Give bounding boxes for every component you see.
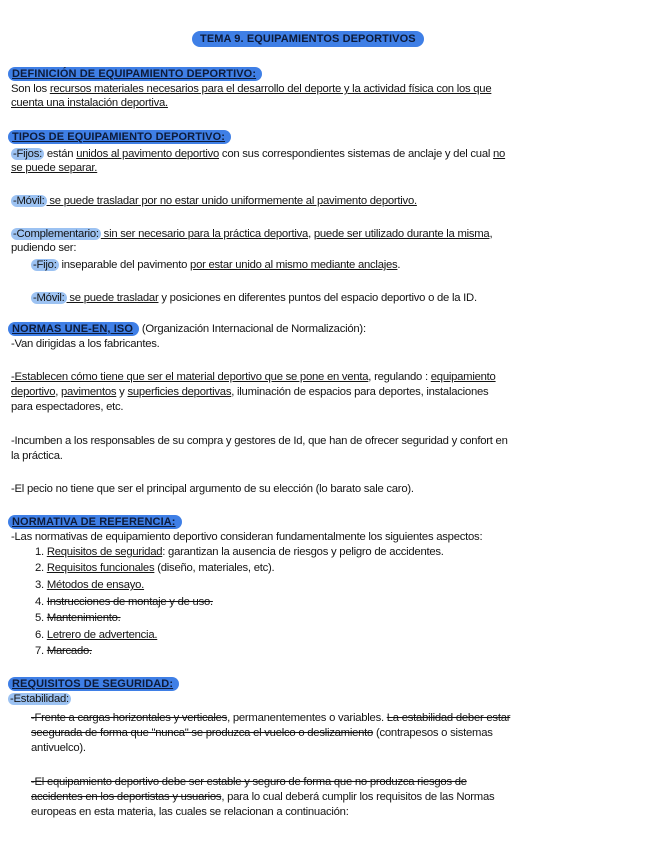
heading-normas: NORMAS UNE-EN, ISO	[8, 322, 139, 336]
list-item: 5. Mantenimiento.	[35, 612, 121, 624]
tipos-complementario-line-1: -Complementario: sin ser necesario para la práctica deportiva, puede ser utilizado durante la misma,	[13, 228, 493, 240]
tipos-sub-fijo-line: -Fijo: inseparable del pavimento por estar unido al mismo mediante anclajes.	[33, 259, 401, 271]
estabilidad-label: -Estabilidad:	[10, 693, 69, 705]
highlight-complementario: -Complementario:	[13, 228, 99, 240]
requisitos-p2-line-3: europeas en esta materia, las cuales se relacionan a continuación:	[31, 806, 349, 818]
definicion-line-1: Son los recursos materiales necesarios para el desarrollo del deporte y la actividad física con los que	[11, 83, 492, 95]
heading-normativa: NORMATIVA DE REFERENCIA:	[8, 515, 182, 529]
requisitos-p2-line-1: -El equipamiento deportivo debe ser estable y seguro de forma que no produzca riesgos de	[31, 776, 467, 788]
normas-line-3: deportivo, pavimentos y superficies deportivas, iluminación de espacios para deportes, instalaciones	[11, 386, 489, 398]
normativa-intro: -Las normativas de equipamiento deportivo consideran fundamentalmente los siguientes aspectos:	[11, 531, 483, 543]
list-item: 3. Métodos de ensayo.	[35, 579, 145, 591]
normas-line-1: -Van dirigidas a los fabricantes.	[11, 338, 160, 350]
heading-definicion: DEFINICIÓN DE EQUIPAMIENTO DEPORTIVO:	[8, 67, 262, 81]
heading-requisitos: REQUISITOS DE SEGURIDAD:	[8, 677, 179, 691]
list-item: 1. Requisitos de seguridad: garantizan la ausencia de riesgos y peligro de accidentes.	[35, 546, 444, 558]
heading-tipos: TIPOS DE EQUIPAMIENTO DEPORTIVO:	[8, 130, 231, 144]
requisitos-p1-line-2: seegurada de forma que "nunca" se produzca el vuelco o deslizamiento (contrapesos o sistemas	[31, 727, 493, 739]
normas-line-6: la práctica.	[11, 450, 63, 462]
normas-line-7: -El pecio no tiene que ser el principal argumento de su elección (lo barato sale caro).	[11, 483, 414, 495]
highlight-movil: -Móvil:	[13, 195, 45, 207]
requisitos-p2-line-2: accidentes en los deportistas y usuarios, para lo cual deberá cumplir los requisitos de las Normas	[31, 791, 495, 803]
requisitos-p1-line-1: -Frente a cargas horizontales y verticales, permanentementes o variables. La estabilidad deber estar	[31, 712, 511, 724]
document-title: TEMA 9. EQUIPAMIENTOS DEPORTIVOS	[192, 31, 424, 47]
normas-line-2: -Establecen cómo tiene que ser el material deportivo que se pone en venta, regulando : equipamiento	[11, 371, 496, 383]
normas-line-4: para espectadores, etc.	[11, 401, 124, 413]
heading-normas-row: NORMAS UNE-EN, ISO (Organización Internacional de Normalización):	[8, 322, 366, 336]
tipos-movil-line: -Móvil: se puede trasladar por no estar unido uniformemente al pavimento deportivo.	[13, 195, 417, 207]
normas-line-5: -Incumben a los responsables de su compra y gestores de Id, que han de ofrecer seguridad y confort en	[11, 435, 508, 447]
tipos-fijos-line-1: -Fijos: están unidos al pavimento deportivo con sus correspondientes sistemas de anclaje y del cual no	[13, 148, 506, 160]
requisitos-p1-line-3: antivuelco).	[31, 742, 86, 754]
highlight-sub-movil: -Móvil:	[33, 292, 65, 304]
tipos-fijos-line-2: se puede separar.	[11, 162, 98, 174]
list-item: 4. Instrucciones de montaje y de uso.	[35, 596, 213, 608]
list-item: 2. Requisitos funcionales (diseño, materiales, etc).	[35, 562, 275, 574]
highlight-fijos: -Fijos:	[13, 148, 43, 160]
definicion-line-2: cuenta una instalación deportiva.	[11, 97, 168, 109]
list-item: 7. Marcado.	[35, 645, 92, 657]
highlight-sub-fijo: -Fijo:	[33, 259, 57, 271]
list-item: 6. Letrero de advertencia.	[35, 629, 158, 641]
tipos-complementario-line-2: pudiendo ser:	[11, 242, 77, 254]
tipos-sub-movil-line: -Móvil: se puede trasladar y posiciones en diferentes puntos del espacio deportivo o de la ID.	[33, 292, 477, 304]
